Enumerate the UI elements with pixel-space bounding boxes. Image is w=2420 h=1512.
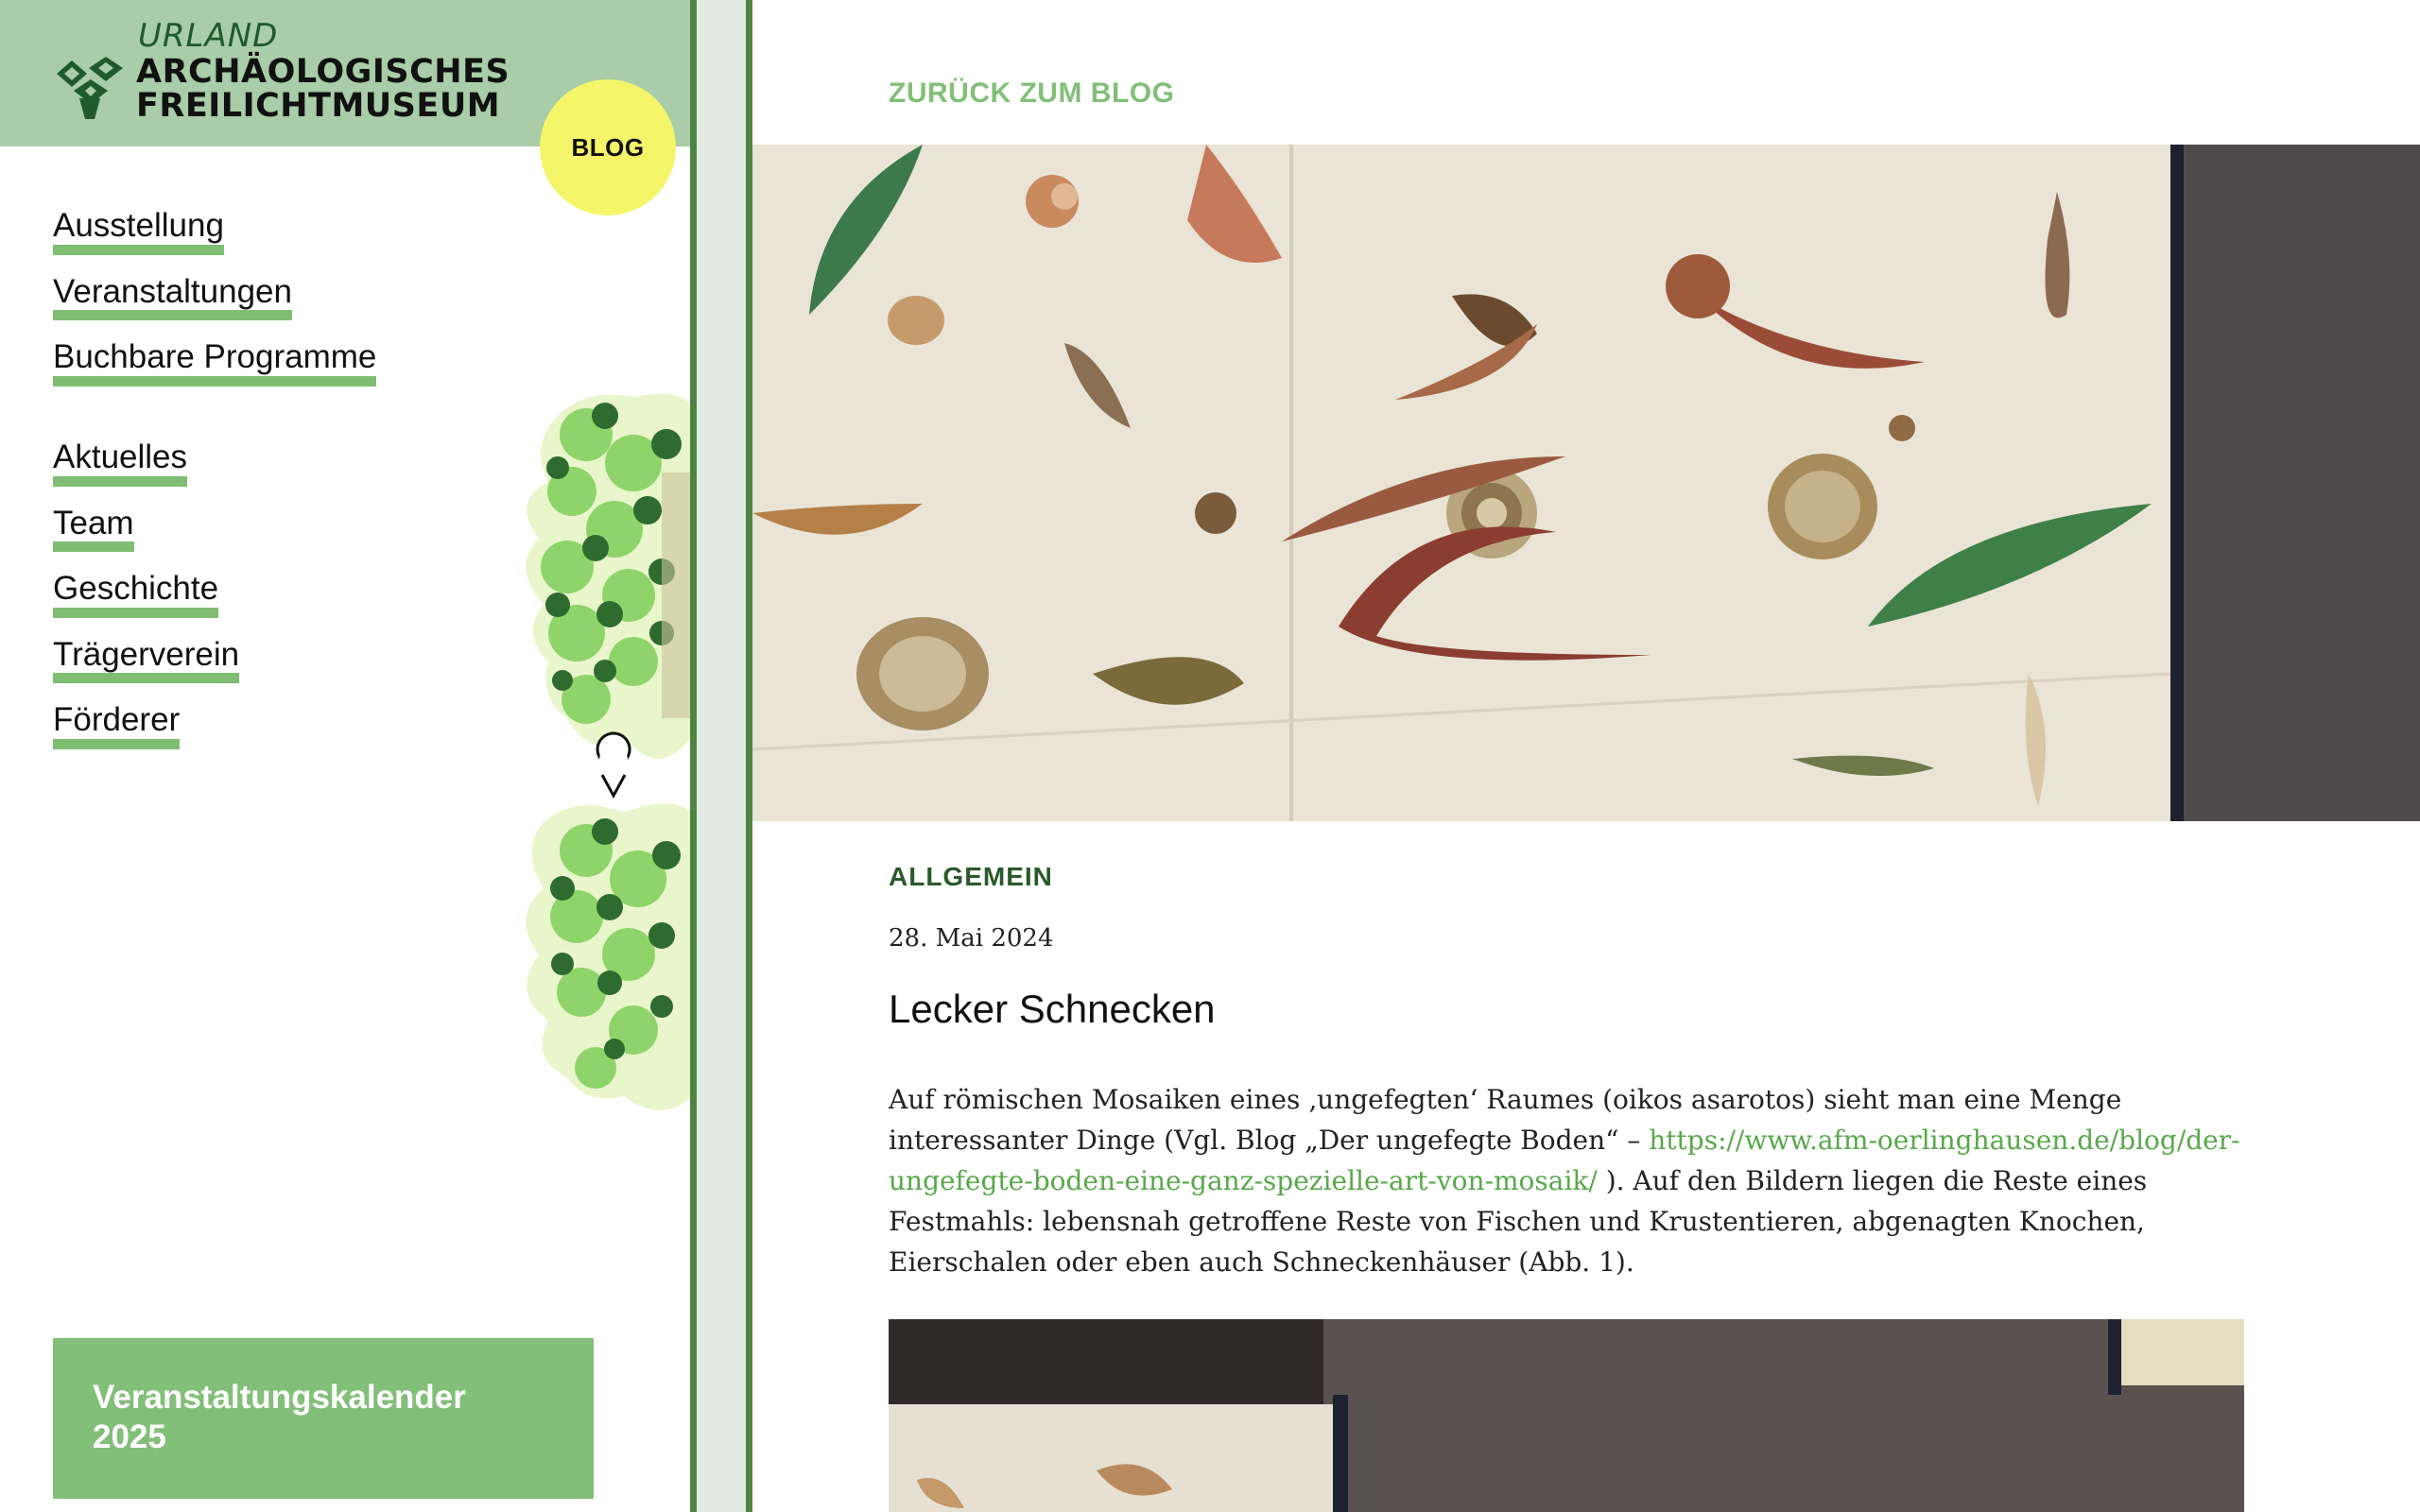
nav-item-traegerverein <box>53 637 239 684</box>
mosaic-figure-image <box>889 1319 2244 1512</box>
nav-link-foerderer[interactable]: Förderer <box>53 702 180 749</box>
event-calendar-label-line1: Veranstaltungskalender <box>93 1379 466 1416</box>
nav-item-aktuelles <box>53 439 239 487</box>
sidebar-separator <box>690 0 752 1512</box>
nav-item-veranstaltungen <box>53 274 376 321</box>
nav-item-ausstellung <box>53 208 376 255</box>
nav-link-geschichte[interactable]: Geschichte <box>53 571 218 618</box>
event-calendar-button[interactable] <box>53 1338 594 1499</box>
nav-item-geschichte <box>53 571 239 618</box>
nav-item-team <box>53 506 239 553</box>
post-body-paragraph <box>889 1079 2250 1282</box>
hero-mosaic-image <box>752 145 2420 821</box>
sidebar <box>0 0 690 1512</box>
nav-link-ausstellung[interactable]: Ausstellung <box>53 208 224 255</box>
nav-link-buchbare-programme[interactable]: Buchbare Programme <box>53 339 376 387</box>
blog-reference-link[interactable]: https://www.afm-oerlinghausen.de/blog/der-ungefegte-boden-eine-ganz-spezielle-art-von-mosaik/ <box>889 1125 2240 1196</box>
nav-item-buchbare-programme <box>53 339 376 387</box>
nav-link-aktuelles[interactable]: Aktuelles <box>53 439 187 487</box>
nav-link-veranstaltungen[interactable]: Veranstaltungen <box>53 274 292 321</box>
post-body-text-1: Auf römischen Mosaiken eines ‚ungefegten‘ Raumes (oikos asarotos) sieht man eine Menge interessanter Dinge (Vgl. Blog „Der ungefegte Boden“ – <box>889 1084 2122 1156</box>
logo-urland-text: URLAND <box>138 17 279 55</box>
forest-map-illustration <box>473 378 690 1115</box>
primary-nav <box>53 208 376 405</box>
map-pin-icon <box>597 733 630 796</box>
nav-item-foerderer <box>53 702 239 749</box>
logo-title-line2: FREILICHTMUSEUM <box>136 87 501 125</box>
logo-title-line1: ARCHÄOLOGISCHES <box>136 53 510 91</box>
nav-link-traegerverein[interactable]: Trägerverein <box>53 637 239 684</box>
secondary-nav <box>53 439 239 768</box>
post-date: 28. Mai 2024 <box>889 924 1054 953</box>
event-calendar-label-line2: 2025 <box>93 1418 166 1455</box>
post-category-link[interactable]: ALLGEMEIN <box>889 862 1053 891</box>
post-body-text-2: ). Auf den Bildern liegen die Reste eines Festmahls: lebensnah getroffene Reste von Fischen und Krustentieren, abgenagten Knochen, Eierschalen oder eben auch Schneckenhäuser (Abb. 1). <box>889 1165 2148 1278</box>
museum-logo-icon <box>51 53 130 121</box>
blog-badge-button[interactable]: BLOG <box>540 79 676 215</box>
back-to-blog-link[interactable]: ZURÜCK ZUM BLOG <box>889 77 1175 109</box>
nav-link-team[interactable]: Team <box>53 506 134 553</box>
post-title: Lecker Schnecken <box>889 987 1216 1031</box>
main-content <box>752 0 2420 1512</box>
